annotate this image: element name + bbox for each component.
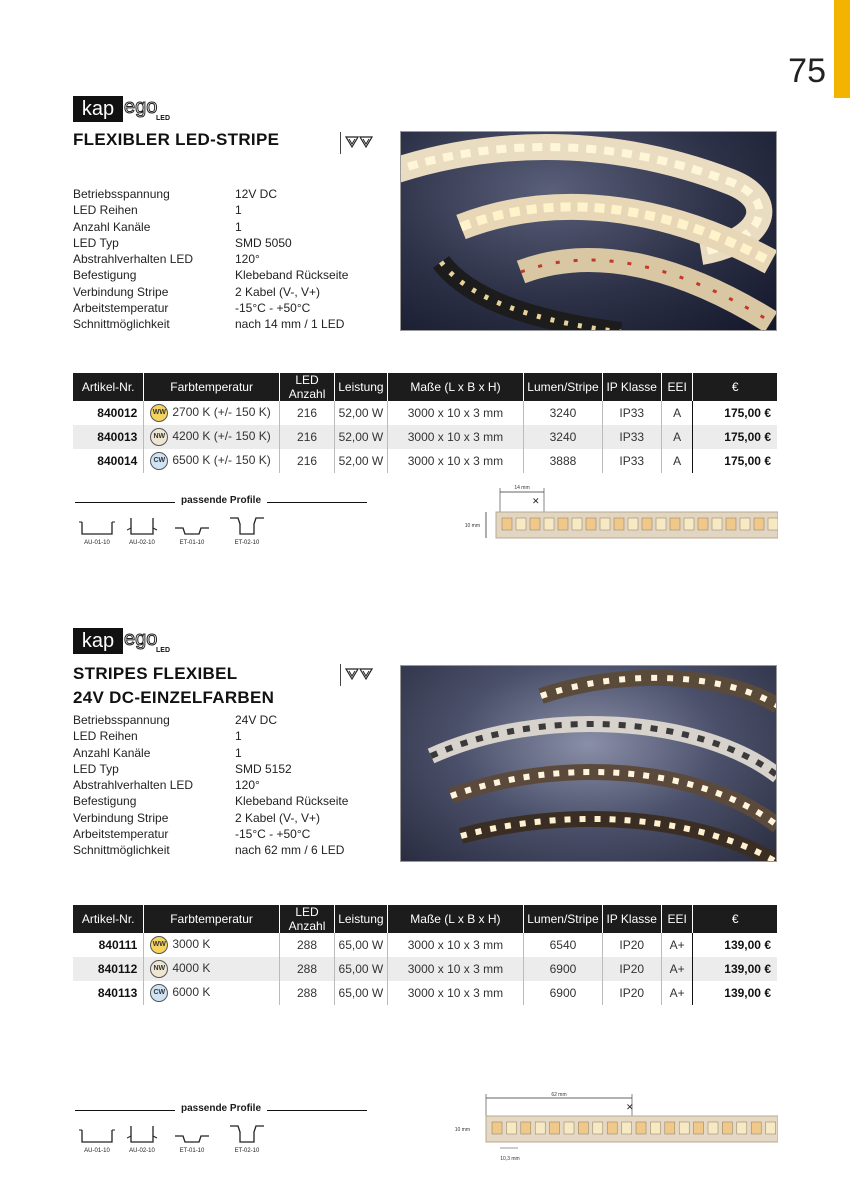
profile-section-icon (228, 516, 266, 538)
price-cell: 175,00 € (693, 425, 777, 449)
profile-et-02-10 (225, 516, 269, 546)
column-header: Maße (L x B x H) (387, 373, 524, 401)
led-chip (698, 518, 708, 530)
spec-value: 120° (235, 252, 260, 267)
led-chip (670, 518, 680, 530)
column-header: Lumen/Stripe (524, 373, 602, 401)
spec-key: Arbeitstemperatur (73, 827, 169, 842)
profile-au-01-10 (75, 516, 119, 546)
led-chip (516, 518, 526, 530)
power-cell: 65,00 W (335, 957, 387, 981)
spec-row (73, 186, 393, 202)
spec-key: Abstrahlverhalten LED (73, 252, 194, 267)
product-table (73, 373, 777, 473)
color-temperature-cell (144, 425, 280, 449)
spec-list (73, 712, 393, 859)
profile-section-icon (228, 1124, 266, 1146)
led-chip (684, 518, 694, 530)
led-chip (751, 1122, 761, 1134)
dimensions-cell: 3000 x 10 x 3 mm (387, 401, 524, 425)
price-cell: 139,00 € (693, 981, 777, 1005)
stripe-dimension-diagram (452, 482, 778, 552)
spec-value: 12V DC (235, 187, 278, 201)
color-temperature-cell (144, 449, 280, 473)
profile-section-icon (78, 516, 116, 538)
spec-value: -15°C - +50°C (235, 827, 311, 842)
lumen-cell: 6900 (524, 981, 602, 1005)
profiles-label: passende Profile (75, 495, 367, 509)
led-chip (578, 1122, 588, 1134)
certification-marks (340, 664, 374, 686)
certification-marks (340, 132, 374, 154)
color-temp-value: 2700 K (+/- 150 K) (172, 405, 271, 420)
column-header: Farbtemperatur (144, 905, 280, 933)
brand-logo-box: kap (73, 96, 123, 122)
spec-value: Klebeband Rückseite (235, 268, 349, 283)
spec-key: Schnittmöglichkeit (73, 843, 170, 858)
profile-section-icon (173, 1124, 211, 1146)
led-count-cell: 288 (279, 981, 334, 1005)
article-number-cell: 840111 (73, 933, 144, 957)
profile-au-01-10 (75, 1124, 119, 1154)
column-header: LED Anzahl (279, 373, 334, 401)
column-header: Farbtemperatur (144, 373, 280, 401)
color-temperature-cell (144, 401, 280, 425)
spec-key: Verbindung Stripe (73, 810, 169, 825)
led-chip (766, 1122, 776, 1134)
certification-icon (345, 667, 373, 681)
dimensions-cell: 3000 x 10 x 3 mm (387, 449, 524, 473)
lumen-cell: 3240 (524, 425, 602, 449)
led-chip (550, 1122, 560, 1134)
spec-value: 1 (235, 745, 242, 760)
profile-code: ET-01-10 (179, 540, 205, 546)
profile-section-icon (78, 1124, 116, 1146)
color-temp-badge-icon: WW (150, 936, 168, 954)
power-cell: 52,00 W (335, 425, 387, 449)
spec-key: Befestigung (73, 794, 137, 809)
spec-row (73, 712, 393, 728)
article-number-cell: 840113 (73, 981, 144, 1005)
led-stripe-illustration (401, 132, 777, 331)
lumen-cell: 6900 (524, 957, 602, 981)
led-chip (492, 1122, 502, 1134)
brand-logo-sub: LED (156, 115, 170, 122)
spec-row (73, 316, 393, 332)
led-stripe-illustration (401, 666, 777, 862)
color-temp-value: 6000 K (172, 985, 211, 1000)
ip-class-cell: IP20 (602, 933, 661, 957)
dimensions-cell: 3000 x 10 x 3 mm (387, 933, 524, 957)
spec-row (73, 842, 393, 858)
led-chip (521, 1122, 531, 1134)
spec-value: nach 14 mm / 1 LED (235, 317, 345, 332)
led-chip (708, 1122, 718, 1134)
dimension-drawing (452, 482, 778, 562)
article-number-cell: 840112 (73, 957, 144, 981)
color-temp-value: 4200 K (+/- 150 K) (172, 429, 271, 444)
dim-bottom-label: 10,3 mm (500, 1156, 520, 1162)
profile-code: ET-02-10 (234, 540, 260, 546)
lumen-cell: 3240 (524, 401, 602, 425)
ip-class-cell: IP20 (602, 981, 661, 1005)
energy-class-cell: A+ (661, 957, 693, 981)
column-header: Leistung (335, 373, 387, 401)
cut-mark-icon: ✕ (626, 1102, 634, 1112)
dim-side-label: 10 mm (464, 523, 480, 529)
led-chip (614, 518, 624, 530)
spec-key: Verbindung Stripe (73, 284, 169, 299)
profile-code: AU-01-10 (84, 1148, 110, 1154)
spec-key: LED Reihen (73, 203, 138, 218)
led-chip (628, 518, 638, 530)
table-row (73, 933, 777, 957)
led-chip (544, 518, 554, 530)
table-row (73, 425, 777, 449)
spec-value: 1 (235, 203, 242, 218)
spec-value: 2 Kabel (V-, V+) (235, 810, 321, 825)
power-cell: 52,00 W (335, 401, 387, 425)
led-chip (656, 518, 666, 530)
led-chip (607, 1122, 617, 1134)
color-temp-badge-icon: WW (150, 404, 168, 422)
product-subtitle: 24V DC-EINZELFARBEN (73, 688, 275, 707)
spec-value: 1 (235, 219, 242, 234)
spec-row (73, 251, 393, 267)
dimensions-cell: 3000 x 10 x 3 mm (387, 425, 524, 449)
column-header: € (693, 905, 777, 933)
color-temperature-cell (144, 981, 280, 1005)
led-chip (506, 1122, 516, 1134)
column-header: Lumen/Stripe (524, 905, 602, 933)
table-row (73, 401, 777, 425)
led-chip (754, 518, 764, 530)
spec-row (73, 761, 393, 777)
spec-value: 1 (235, 729, 242, 744)
accent-bar (834, 0, 850, 98)
spec-row (73, 300, 393, 316)
dimension-drawing (452, 1090, 778, 1170)
brand-logo-text: ego (124, 96, 158, 118)
brand-logo-sub: LED (156, 647, 170, 654)
led-chip (679, 1122, 689, 1134)
certification-icon (345, 135, 373, 149)
brand-logo (73, 628, 170, 654)
led-chip (586, 518, 596, 530)
led-chip (726, 518, 736, 530)
power-cell: 52,00 W (335, 449, 387, 473)
led-chip (665, 1122, 675, 1134)
energy-class-cell: A (661, 425, 693, 449)
dim-top-label: 62 mm (551, 1092, 567, 1098)
color-temperature-cell (144, 933, 280, 957)
spec-key: Befestigung (73, 268, 137, 283)
led-chip (530, 518, 540, 530)
spec-row (73, 728, 393, 744)
brand-logo-text: ego (124, 628, 158, 650)
profile-au-02-10 (120, 1124, 164, 1154)
led-chip (740, 518, 750, 530)
spec-key: LED Reihen (73, 729, 138, 744)
spec-key: Abstrahlverhalten LED (73, 778, 194, 793)
energy-class-cell: A+ (669, 986, 685, 1000)
column-header: Artikel-Nr. (73, 373, 144, 401)
profile-section-icon (173, 516, 211, 538)
lumen-cell: 3888 (524, 449, 602, 473)
led-chip (558, 518, 568, 530)
spec-key: Anzahl Kanäle (73, 745, 151, 760)
led-chip (622, 1122, 632, 1134)
column-header: EEI (661, 373, 693, 401)
spec-key: Betriebsspannung (73, 187, 170, 201)
led-chip (564, 1122, 574, 1134)
led-chip (642, 518, 652, 530)
price-cell: 175,00 € (693, 401, 777, 425)
profile-et-02-10 (225, 1124, 269, 1154)
ip-class-cell: IP33 (602, 425, 661, 449)
energy-class-cell: A (673, 454, 682, 468)
spec-value: SMD 5152 (235, 761, 292, 776)
spec-key: Schnittmöglichkeit (73, 317, 170, 332)
profile-au-02-10 (120, 516, 164, 546)
article-number-cell: 840014 (73, 449, 144, 473)
article-number-cell: 840012 (73, 401, 144, 425)
brand-logo-box: kap (73, 628, 123, 654)
led-chip (694, 1122, 704, 1134)
profile-section-icon (123, 1124, 161, 1146)
led-count-cell: 288 (279, 933, 334, 957)
column-header: € (693, 373, 777, 401)
product-photo (400, 665, 777, 862)
column-header: IP Klasse (602, 373, 661, 401)
article-number-cell: 840013 (73, 425, 144, 449)
price-cell: 175,00 € (693, 449, 777, 473)
energy-class-cell: A (673, 406, 682, 420)
column-header: Maße (L x B x H) (387, 905, 524, 933)
color-temp-value: 4000 K (172, 961, 211, 976)
price-cell: 139,00 € (693, 933, 777, 957)
spec-key: Arbeitstemperatur (73, 301, 169, 316)
brand-logo (73, 96, 170, 122)
price-cell: 139,00 € (693, 957, 777, 981)
stripe-dimension-diagram (452, 1090, 778, 1170)
led-chip (502, 518, 512, 530)
product-photo (400, 131, 777, 331)
column-header: IP Klasse (602, 905, 661, 933)
dimensions-cell: 3000 x 10 x 3 mm (387, 957, 524, 981)
power-cell: 65,00 W (335, 933, 387, 957)
led-chip (650, 1122, 660, 1134)
spec-row (73, 826, 393, 842)
product-title: STRIPES FLEXIBEL (73, 664, 238, 683)
lumen-cell: 6540 (524, 933, 602, 957)
spec-value: Klebeband Rückseite (235, 794, 349, 809)
color-temp-value: 3000 K (172, 937, 211, 952)
spec-row (73, 793, 393, 809)
color-temp-badge-icon: NW (150, 960, 168, 978)
spec-key: LED Typ (73, 235, 119, 250)
color-temperature-cell (144, 957, 280, 981)
spec-value: -15°C - +50°C (235, 301, 311, 316)
spec-value: 24V DC (235, 713, 278, 727)
spec-key: Anzahl Kanäle (73, 219, 151, 234)
page-number: 75 (788, 52, 826, 90)
table-row (73, 957, 777, 981)
ip-class-cell: IP20 (602, 957, 661, 981)
led-chip (535, 1122, 545, 1134)
led-chip (572, 518, 582, 530)
led-count-cell: 216 (279, 449, 334, 473)
dim-top-label: 14 mm (514, 485, 530, 491)
power-cell: 65,00 W (335, 981, 387, 1005)
profile-code: AU-02-10 (129, 540, 155, 546)
profiles-label: passende Profile (75, 1103, 367, 1117)
cut-mark-icon: ✕ (532, 496, 540, 506)
led-chip (593, 1122, 603, 1134)
dim-side-label: 10 mm (454, 1127, 470, 1133)
product-title: FLEXIBLER LED-STRIPE (73, 130, 280, 149)
profile-code: ET-01-10 (179, 1148, 205, 1154)
column-header: Artikel-Nr. (73, 905, 144, 933)
profile-code: AU-01-10 (84, 540, 110, 546)
led-chip (722, 1122, 732, 1134)
spec-value: 2 Kabel (V-, V+) (235, 284, 321, 299)
ip-class-cell: IP33 (602, 401, 661, 425)
profile-section-icon (123, 516, 161, 538)
color-temp-badge-icon: NW (150, 428, 168, 446)
led-chip (737, 1122, 747, 1134)
spec-row (73, 745, 393, 761)
spec-value: 120° (235, 778, 260, 793)
spec-list (73, 186, 393, 333)
led-chip (712, 518, 722, 530)
spec-key: LED Typ (73, 761, 119, 776)
profile-et-01-10 (170, 1124, 214, 1154)
led-chip (636, 1122, 646, 1134)
led-chip (600, 518, 610, 530)
spec-row (73, 235, 393, 251)
spec-row (73, 267, 393, 283)
table-row (73, 449, 777, 473)
color-temp-value: 6500 K (+/- 150 K) (172, 453, 271, 468)
ip-class-cell: IP33 (602, 449, 661, 473)
color-temp-badge-icon: CW (150, 984, 168, 1002)
spec-row (73, 810, 393, 826)
spec-row (73, 219, 393, 235)
profile-code: ET-02-10 (234, 1148, 260, 1154)
table-row (73, 981, 777, 1005)
led-count-cell: 216 (279, 401, 334, 425)
spec-row (73, 777, 393, 793)
spec-value: SMD 5050 (235, 235, 292, 250)
color-temp-badge-icon: CW (150, 452, 168, 470)
spec-value: nach 62 mm / 6 LED (235, 843, 345, 858)
column-header: Leistung (335, 905, 387, 933)
led-chip (768, 518, 778, 530)
column-header: EEI (661, 905, 693, 933)
led-count-cell: 216 (279, 425, 334, 449)
column-header: LED Anzahl (279, 905, 334, 933)
dimensions-cell: 3000 x 10 x 3 mm (387, 981, 524, 1005)
profile-et-01-10 (170, 516, 214, 546)
spec-key: Betriebsspannung (73, 713, 170, 727)
profile-code: AU-02-10 (129, 1148, 155, 1154)
energy-class-cell: A+ (669, 938, 685, 952)
spec-row (73, 284, 393, 300)
product-table (73, 905, 777, 1005)
led-count-cell: 288 (279, 957, 334, 981)
spec-row (73, 202, 393, 218)
